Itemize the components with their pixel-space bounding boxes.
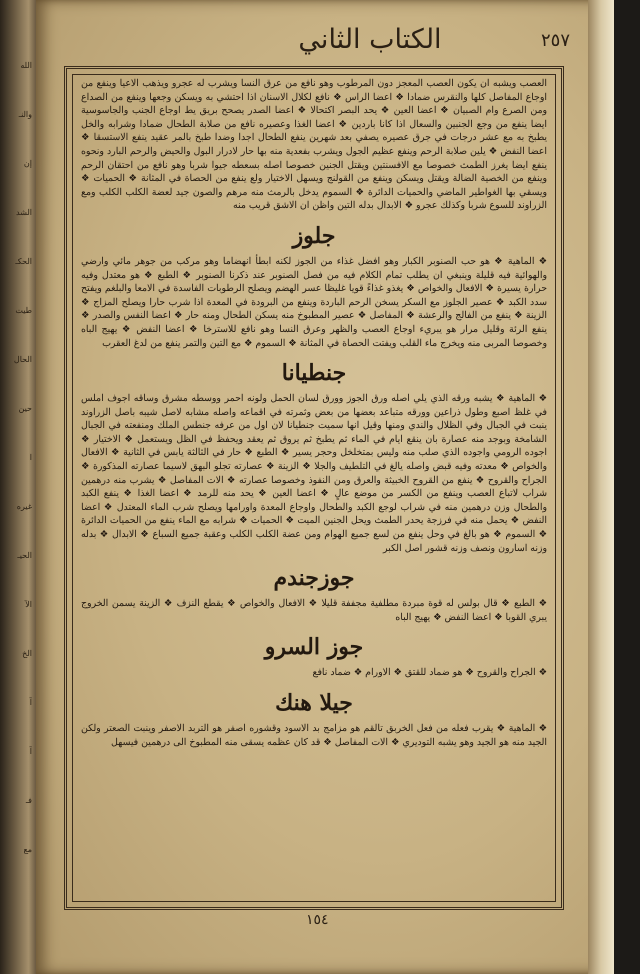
margin-fragment: ا	[29, 453, 32, 462]
margin-fragment: مع	[23, 845, 32, 854]
section-paragraph: ❖ الجراح والقروح ❖ هو ضماد للقتق ❖ الاورام ❖ ضماد نافع	[312, 667, 547, 679]
section-paragraph: العصب ويشبه ان يكون العصب المعجز دون المرطوب وهو نافع من عرق النسا ويشرب له عجرو ويذهب الاعيا وينفع من اوجاع المفاصل كلها والنقرس ضمادا ❖ اعضا الراس ❖ نافع لكلال الاسنان اذا احتشي به ويسكن وجعها وينفع من الصداع ومن الصرع وام الصبيان ❖ اعضا العين ❖ يحد البصر اكتحالا ❖ اعضا الصدر يصحح بريق يط اوجاع الجنب والجاسوسية ايضا ينفع من وجع الجنبين والسعال اذا كانا باردين ❖ اعضا الغذا وعصيره نافع من صلابة الطحال ضمادا وشرابه والخل يطبخ به مع عشر درجات في جرق عصيره يصفي بعد شهرين ينفع الطحال اجدا وضدا طبخ بالمر عقيد ينفع الاستسقا ❖ اعضا النفض ❖ يلين صلابة الرحم وينفع عظيم الجول ويشرب بفعدية منه بها حار لادرار البول والحيض والرحم البارد ونحوه ينفع ايضا يغرز الطمث خصوصا مع الافسنتين ويقتل الجنين خصوصا اصله بسعطه جيوا شربا وهو نافع من احتقان الرحم وينفع من الخصية الضالة ويقتل ويسكن وينفع من القولنج ويسهل الاختيار ولع ينفع من الحصاة في المثانة ❖ الحميات ❖ ويسقي بها الغواطير الماضي والحميات الدائرة ❖ السموم يدخل بالرمث منه مرهم والصون جيد لعضة الكلب الكلب ومع الزراوند للسوع شربا وكذلك عجرو ❖ الابدال بدله التين واظن ان الاشق قريب منه	[81, 78, 547, 212]
margin-fragment: الله	[20, 61, 32, 70]
section-heading: جيلا هنك	[275, 690, 353, 716]
book-spine	[0, 0, 38, 974]
section-paragraph: ❖ الماهية ❖ يقرب فعله من فعل الخربق تالقم هو مزامج بد الاسود وقشوره اصفر هو التربد الاصفر وينبت الصعتر ولكن الجيد منه هو الجيد وهو يشبه التوديري ❖ الات المفاصل ❖ قد كان عظمه يسقى منه المطبوخ الى درهمين فيسهل	[81, 723, 547, 748]
section-paragraph: ❖ الماهية ❖ يشبه ورقه الذي يلي اصله ورق الجوز وورق لسان الحمل ولونه احمر ووسطه مشرق وساقه اجوف املس في غلظ اصبع وطول ذراعين وورقه متباعد بعضها من بعض وثمرته في اقماعه واصله مشابه لاصل شيبه باصل الزراوند ينبت في الجبال وفي الظلال والندي ومنها وقيل انها سميت جنطيانا لان اول من عرفه جنطس الملك ومنفعته في الجبال الشامخة وبوجد منه عصارة بان ينقع ايام في الماء ثم يطبخ ثم يروق ثم يعقد ويحفظ في الظل ويستعمل ❖ الاختيار ❖ اجوده الرومي واجوده الذي صلب منه وليس بمتخلخل وحجر يسير ❖ الطبع ❖ حار في الثالثة يابس في الثانية ❖ الافعال والخواص ❖ معدته وفيه قبض واصله يالغ في التلطيف والجلا ❖ الزينة ❖ عصارته تجلو البهق لاسيما عصارته المذكورة ❖ الجراح والقروح ❖ ينفع من القروح الخبيثة والعرق ومن النفوذ وخصوصا عصارته ❖ الات المفاصل ❖ يشرب منه درهمين شراب لاتباع العصب وينفع من الكسر من موضع عالٍ ❖ اعضا العين ❖ يحد منه للرمد ❖ اعضا الغذا ❖ ينفع الكبد والطحال وزن درهمين منه في شراب لوجع الكبد والطحال واوجاع المعدة واورامها ويصلح شرب الماء المعتدل ❖ اعضا النفض ❖ يحمل منه في فرزجة يحدر الطمث ويحل الجنين الميت ❖ الحميات ❖ شرابه مع الماء ينفع من الحميات الدائرة ❖ السموم ❖ هو بالغ في وحل ينفع من لسع جميع الهوام ومن عضة الكلب الكلب وعقبة جميع السباع ❖ الابدال ❖ بدله وزنه اسارون ونصف وزنه قشور اصل الكبر	[81, 393, 547, 554]
margin-fragment: إن	[23, 159, 32, 168]
page-title: الكتاب الثاني	[298, 24, 442, 55]
margin-fragment: الحكـ	[15, 257, 32, 266]
margin-fragment: آ	[29, 698, 32, 707]
section-heading: جوز السرو	[264, 634, 364, 661]
section-heading: جوزجندم	[273, 565, 355, 592]
section-paragraph: ❖ الطبع ❖ قال بولس له قوة مبردة مطلفية مجففة قليلا ❖ الافعال والخواص ❖ يقطع النزف ❖ الزينة يسمن الخروج يبري القوبا ❖ اعضا النفض ❖ يهيج الباه	[81, 598, 547, 623]
left-page-margin-text	[4, 60, 32, 893]
margin-fragment: الآ	[25, 600, 32, 609]
bottom-page-number: ١٥٤	[306, 912, 329, 928]
margin-fragment: الحيـ	[17, 551, 32, 560]
margin-fragment: آ	[29, 747, 32, 756]
margin-fragment: الحال	[13, 355, 32, 364]
margin-fragment: الخ	[22, 649, 32, 658]
top-page-number: ٢٥٧	[540, 30, 570, 51]
page-edges	[588, 0, 614, 974]
margin-fragment: حين	[18, 404, 32, 413]
text-frame	[64, 66, 564, 910]
margin-fragment: طيت	[15, 306, 32, 315]
margin-fragment: غيره	[16, 502, 32, 511]
page-header	[120, 22, 600, 62]
section-heading: جنطيانا	[281, 360, 347, 387]
margin-fragment: الشد	[16, 208, 32, 217]
section-heading: جلوز	[292, 222, 336, 249]
margin-fragment: فـ	[25, 796, 32, 805]
page-body	[81, 77, 547, 749]
book-page	[36, 0, 614, 974]
section-paragraph: ❖ الماهية ❖ هو حب الصنوبر الكبار وهو افضل غذاء من الجوز لكنه ابطأ انهضاما وهو مركب من جوهر مائي وارضي والهوائية فيه قليلة وينبغي ان يطلب تمام الكلام فيه من فصل الصنوبر عند ذكرنا الصنوبر ❖ الطبع ❖ هو معتدل وفيه حرارة يسيرة ❖ الافعال والخواص ❖ يغذو غذاءً قويا غليظا عسر الهضم ويصلح الرطوبات الفاسدة في الامعا والبلغم ويفتح سدد الكبد ❖ عصير الجلوز مع السكر يسخن الرحم الباردة وينفع من البرودة في المعدة اذا شرب حارا ويصلح المزاج ❖ الزينة ❖ ينفع من الفالج والرعشة ❖ المفاصل ❖ عصير المطبوخ منه يسكن الطحال ومنه حار ❖ اعضا النفس والصدر ❖ ينفع الرئة وقليل مرار هو يبريء اوجاع العصب والظهر وعرق النسا وهو نافع للاسترخا ❖ اعضا النفض ❖ يهيج الباه وخصوصا المربى منه ويخرج ماء القلب ويفتت الحصاة في المثانة ❖ السموم ❖ مع التين والتمر ينفع من لدغ العقرب	[81, 255, 547, 349]
margin-fragment: والنـ	[18, 110, 32, 119]
